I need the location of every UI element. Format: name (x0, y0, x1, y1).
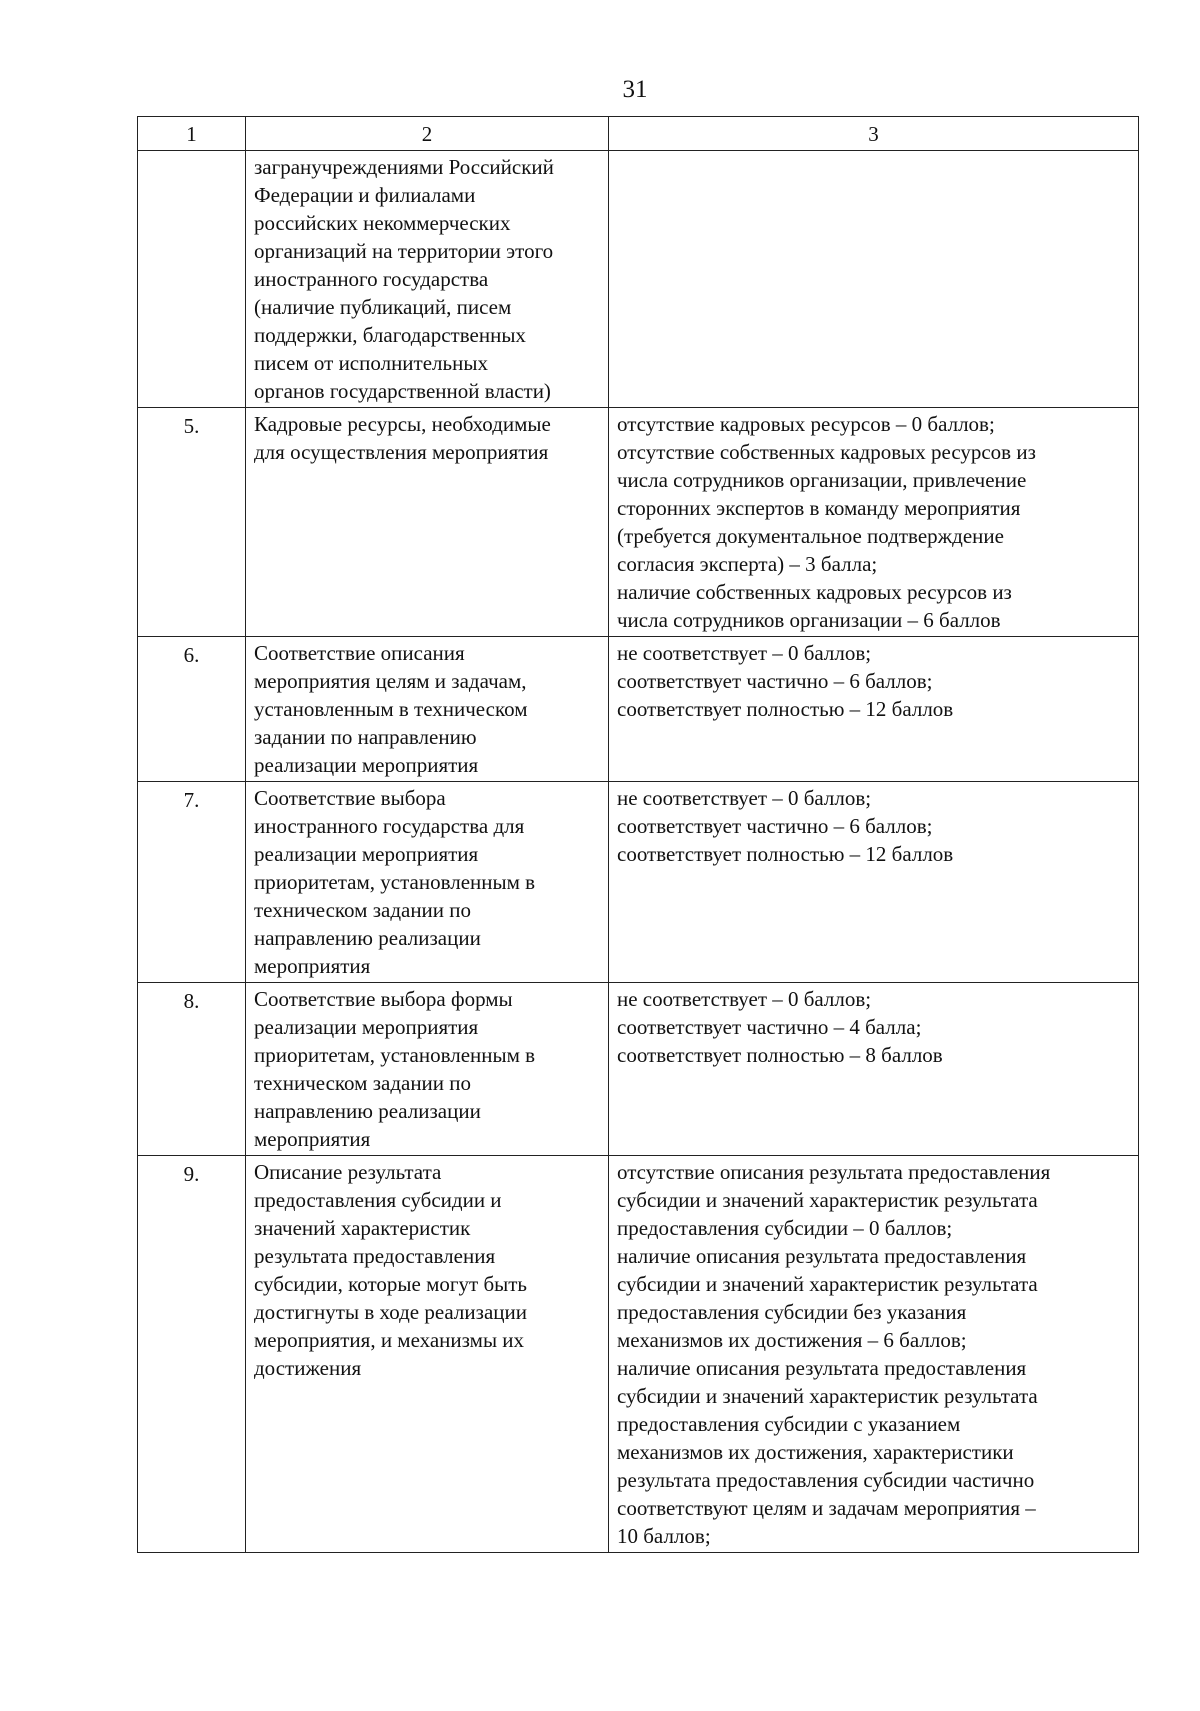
scoring-line: не соответствует – 0 баллов; (617, 987, 872, 1011)
row-number (138, 151, 246, 408)
criterion-cell (246, 782, 609, 983)
criterion-line: техническом задании по (254, 1071, 472, 1095)
scoring-line: механизмов их достижения – 6 баллов; (617, 1328, 967, 1352)
table-row (138, 408, 1139, 637)
criterion-line: предоставления субсидии и (254, 1188, 502, 1212)
scoring-line: соответствует частично – 6 баллов; (617, 669, 933, 693)
table-body (138, 151, 1139, 1553)
criterion-line: техническом задании по (254, 898, 472, 922)
scoring-line: сторонних экспертов в команду мероприятия (617, 496, 1021, 520)
scoring-line: числа сотрудников организации – 6 баллов (617, 608, 1001, 632)
criterion-line: приоритетам, установленным в (254, 870, 536, 894)
scoring-line: соответствует частично – 6 баллов; (617, 814, 933, 838)
criteria-table (137, 116, 1139, 1553)
criterion-line: Соответствие описания (254, 641, 465, 665)
criterion-line: для осуществления мероприятия (254, 440, 549, 464)
criterion-line: установленным в техническом (254, 697, 528, 721)
scoring-cell (609, 1156, 1139, 1553)
scoring-line: отсутствие кадровых ресурсов – 0 баллов; (617, 412, 995, 436)
criterion-line: Описание результата (254, 1160, 442, 1184)
row-number: 5. (138, 408, 246, 637)
criterion-line: мероприятия (254, 1127, 371, 1151)
criterion-line: органов государственной власти) (254, 379, 551, 403)
criterion-line: мероприятия (254, 954, 371, 978)
row-number: 7. (138, 782, 246, 983)
table-row (138, 637, 1139, 782)
scoring-line: результата предоставления субсидии частично (617, 1468, 1035, 1492)
table-row (138, 782, 1139, 983)
scoring-cell (609, 782, 1139, 983)
scoring-line: предоставления субсидии без указания (617, 1300, 967, 1324)
scoring-line: субсидии и значений характеристик результата (617, 1188, 1038, 1212)
table-header-row (138, 117, 1139, 151)
table-row (138, 983, 1139, 1156)
scoring-line: соответствует полностью – 12 баллов (617, 842, 954, 866)
scoring-line: наличие описания результата предоставления (617, 1244, 1027, 1268)
scoring-line: соответствует полностью – 12 баллов (617, 697, 954, 721)
criterion-cell (246, 1156, 609, 1553)
scoring-line: предоставления субсидии – 0 баллов; (617, 1216, 953, 1240)
criterion-cell (246, 637, 609, 782)
scoring-line: механизмов их достижения, характеристики (617, 1440, 1014, 1464)
criterion-line: результата предоставления (254, 1244, 496, 1268)
scoring-line: наличие описания результата предоставления (617, 1356, 1027, 1380)
scoring-line: соответствует частично – 4 балла; (617, 1015, 922, 1039)
criterion-line: реализации мероприятия (254, 1015, 479, 1039)
page-number: 31 (622, 76, 648, 103)
criterion-line: мероприятия целям и задачам, (254, 669, 527, 693)
criterion-line: Соответствие выбора (254, 786, 446, 810)
scoring-line: (требуется документальное подтверждение (617, 524, 1004, 548)
criterion-line: российских некоммерческих (254, 211, 511, 235)
criterion-line: Соответствие выбора формы (254, 987, 513, 1011)
table-row (138, 1156, 1139, 1553)
criterion-cell (246, 151, 609, 408)
row-number: 8. (138, 983, 246, 1156)
criterion-line: иностранного государства для (254, 814, 525, 838)
scoring-line: не соответствует – 0 баллов; (617, 786, 872, 810)
scoring-cell (609, 637, 1139, 782)
scoring-line: согласия эксперта) – 3 балла; (617, 552, 878, 576)
criterion-line: (наличие публикаций, писем (254, 295, 512, 319)
scoring-line: отсутствие собственных кадровых ресурсов из (617, 440, 1036, 464)
column-header: 3 (609, 117, 1139, 151)
column-header: 2 (246, 117, 609, 151)
scoring-line: числа сотрудников организации, привлечение (617, 468, 1027, 492)
criterion-line: достигнуты в ходе реализации (254, 1300, 527, 1324)
scoring-line: соответствуют целям и задачам мероприятия – (617, 1496, 1036, 1520)
scoring-line: субсидии и значений характеристик результата (617, 1272, 1038, 1296)
scoring-cell (609, 408, 1139, 637)
table-row (138, 151, 1139, 408)
criterion-line: реализации мероприятия (254, 842, 479, 866)
criterion-line: приоритетам, установленным в (254, 1043, 536, 1067)
criterion-line: направлению реализации (254, 1099, 481, 1123)
criterion-line: значений характеристик (254, 1216, 471, 1240)
criterion-line: поддержки, благодарственных (254, 323, 526, 347)
column-header: 1 (138, 117, 246, 151)
criterion-line: мероприятия, и механизмы их (254, 1328, 525, 1352)
criterion-line: задании по направлению (254, 725, 477, 749)
scoring-line: предоставления субсидии с указанием (617, 1412, 961, 1436)
scoring-line: отсутствие описания результата предоставления (617, 1160, 1051, 1184)
criterion-line: иностранного государства (254, 267, 489, 291)
row-number: 6. (138, 637, 246, 782)
row-number: 9. (138, 1156, 246, 1553)
criterion-line: загранучреждениями Российский (254, 155, 554, 179)
criterion-line: писем от исполнительных (254, 351, 488, 375)
criterion-line: субсидии, которые могут быть (254, 1272, 527, 1296)
scoring-line: субсидии и значений характеристик результата (617, 1384, 1038, 1408)
scoring-line: наличие собственных кадровых ресурсов из (617, 580, 1012, 604)
scoring-line: 10 баллов; (617, 1524, 711, 1548)
scoring-cell (609, 983, 1139, 1156)
scoring-line: не соответствует – 0 баллов; (617, 641, 872, 665)
criterion-line: Федерации и филиалами (254, 183, 476, 207)
criterion-cell (246, 408, 609, 637)
criterion-line: достижения (254, 1356, 362, 1380)
criterion-cell (246, 983, 609, 1156)
criterion-line: реализации мероприятия (254, 753, 479, 777)
criterion-line: Кадровые ресурсы, необходимые (254, 412, 551, 436)
criterion-line: организаций на территории этого (254, 239, 554, 263)
criterion-line: направлению реализации (254, 926, 481, 950)
scoring-line: соответствует полностью – 8 баллов (617, 1043, 943, 1067)
scoring-cell (609, 151, 1139, 408)
